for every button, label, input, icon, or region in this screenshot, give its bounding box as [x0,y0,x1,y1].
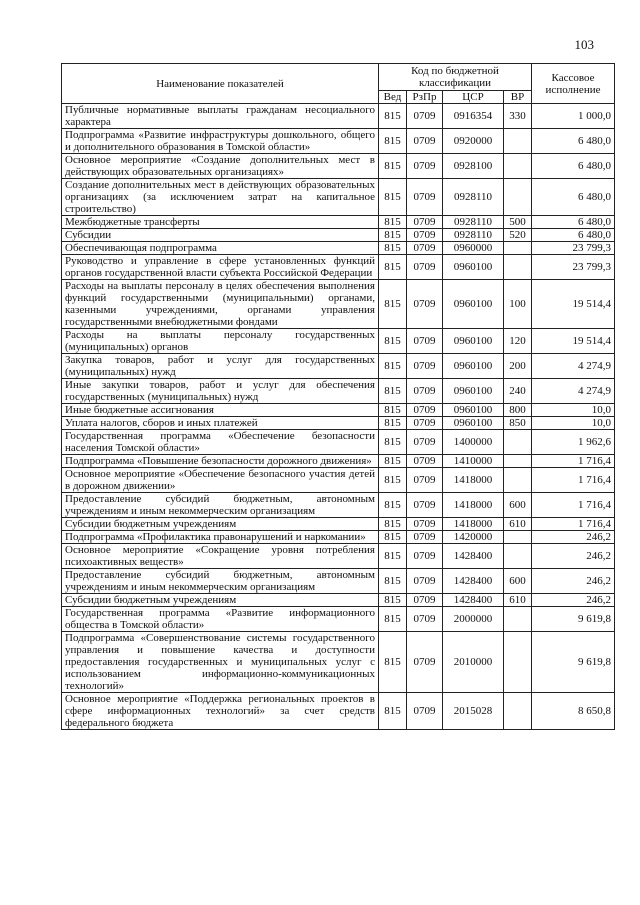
header-code-group: Код по бюджетной классификации [379,64,532,91]
cell-rzpr: 0709 [407,154,443,179]
cell-amount: 6 480,0 [532,179,615,216]
table-row [62,404,615,417]
budget-execution-table [61,63,615,730]
cell-rzpr: 0709 [407,430,443,455]
cell-vr [504,607,532,632]
cell-rzpr: 0709 [407,594,443,607]
cell-name: Основное мероприятие «Поддержка региональных проектов в сфере информационных технологий» за счет средств федерального бюджета [62,693,379,730]
header-name: Наименование показателей [62,64,379,104]
cell-vr: 800 [504,404,532,417]
cell-amount: 246,2 [532,594,615,607]
cell-vr [504,430,532,455]
cell-rzpr: 0709 [407,531,443,544]
cell-csr: 1418000 [443,468,504,493]
cell-ved: 815 [379,154,407,179]
cell-csr: 0928110 [443,179,504,216]
cell-vr: 120 [504,329,532,354]
cell-amount: 6 480,0 [532,154,615,179]
cell-amount: 9 619,8 [532,632,615,693]
cell-name: Расходы на выплаты персоналу в целях обеспечения выполнения функций государственными (муниципальными) органами, казенными учреждениями, органами управления государственными внебюджетными фондами [62,280,379,329]
cell-ved: 815 [379,468,407,493]
cell-ved: 815 [379,329,407,354]
cell-rzpr: 0709 [407,632,443,693]
cell-vr [504,531,532,544]
cell-amount: 10,0 [532,417,615,430]
cell-csr: 2010000 [443,632,504,693]
cell-ved: 815 [379,179,407,216]
cell-ved: 815 [379,216,407,229]
cell-name: Субсидии бюджетным учреждениям [62,518,379,531]
cell-ved: 815 [379,379,407,404]
cell-csr: 2000000 [443,607,504,632]
cell-vr [504,468,532,493]
cell-csr: 1428400 [443,569,504,594]
cell-name: Предоставление субсидий бюджетным, автономным учреждениям и иным некоммерческим организациям [62,569,379,594]
header-rzpr: РзПр [407,91,443,104]
cell-amount: 246,2 [532,531,615,544]
page-number: 103 [574,37,594,52]
cell-name: Основное мероприятие «Обеспечение безопасного участия детей в дорожном движении» [62,468,379,493]
cell-name: Государственная программа «Развитие информационного общества в Томской области» [62,607,379,632]
cell-ved: 815 [379,493,407,518]
cell-vr [504,179,532,216]
table-row [62,569,615,594]
cell-ved: 815 [379,607,407,632]
cell-rzpr: 0709 [407,280,443,329]
table-row [62,544,615,569]
cell-ved: 815 [379,404,407,417]
cell-ved: 815 [379,417,407,430]
cell-csr: 0960100 [443,354,504,379]
cell-vr [504,129,532,154]
cell-ved: 815 [379,354,407,379]
table-row [62,693,615,730]
cell-name: Иные бюджетные ассигнования [62,404,379,417]
table-row [62,493,615,518]
cell-vr: 240 [504,379,532,404]
cell-amount: 6 480,0 [532,229,615,242]
table-row [62,329,615,354]
cell-name: Закупка товаров, работ и услуг для государственных (муниципальных) нужд [62,354,379,379]
cell-vr: 520 [504,229,532,242]
cell-csr: 0960100 [443,329,504,354]
table-row [62,354,615,379]
table-row [62,154,615,179]
cell-rzpr: 0709 [407,242,443,255]
cell-amount: 19 514,4 [532,280,615,329]
cell-vr [504,693,532,730]
cell-name: Публичные нормативные выплаты гражданам несоциального характера [62,104,379,129]
cell-rzpr: 0709 [407,354,443,379]
cell-csr: 1410000 [443,455,504,468]
cell-amount: 9 619,8 [532,607,615,632]
cell-vr [504,242,532,255]
cell-amount: 8 650,8 [532,693,615,730]
cell-name: Подпрограмма «Развитие инфраструктуры дошкольного, общего и дополнительного образования в Томской области» [62,129,379,154]
cell-ved: 815 [379,129,407,154]
cell-csr: 1418000 [443,518,504,531]
cell-name: Подпрограмма «Совершенствование системы государственного управления и повышение качества и доступности предоставления государственных и муниципальных услуг с использованием информационно-коммуникационных технологий» [62,632,379,693]
cell-csr: 0960100 [443,417,504,430]
table-row [62,229,615,242]
cell-amount: 4 274,9 [532,354,615,379]
cell-vr: 500 [504,216,532,229]
cell-vr [504,632,532,693]
cell-ved: 815 [379,632,407,693]
cell-ved: 815 [379,594,407,607]
cell-rzpr: 0709 [407,216,443,229]
cell-rzpr: 0709 [407,229,443,242]
cell-csr: 1400000 [443,430,504,455]
table-row [62,594,615,607]
table-header [62,64,615,104]
table-row [62,280,615,329]
cell-csr: 0928110 [443,216,504,229]
cell-amount: 246,2 [532,544,615,569]
cell-name: Основное мероприятие «Сокращение уровня потребления психоактивных веществ» [62,544,379,569]
cell-name: Расходы на выплаты персоналу государственных (муниципальных) органов [62,329,379,354]
table-row [62,531,615,544]
table-row [62,607,615,632]
header-vr: ВР [504,91,532,104]
cell-amount: 23 799,3 [532,255,615,280]
table-row [62,129,615,154]
cell-rzpr: 0709 [407,329,443,354]
header-ved: Вед [379,91,407,104]
cell-vr: 100 [504,280,532,329]
cell-ved: 815 [379,455,407,468]
cell-amount: 1 716,4 [532,518,615,531]
table-row [62,468,615,493]
cell-amount: 4 274,9 [532,379,615,404]
cell-csr: 0960100 [443,255,504,280]
cell-vr [504,455,532,468]
cell-rzpr: 0709 [407,493,443,518]
table-body [62,104,615,730]
cell-amount: 6 480,0 [532,129,615,154]
cell-csr: 2015028 [443,693,504,730]
cell-rzpr: 0709 [407,544,443,569]
cell-ved: 815 [379,104,407,129]
cell-ved: 815 [379,518,407,531]
cell-vr: 850 [504,417,532,430]
cell-rzpr: 0709 [407,379,443,404]
cell-csr: 0928110 [443,229,504,242]
cell-vr: 600 [504,569,532,594]
cell-name: Иные закупки товаров, работ и услуг для обеспечения государственных (муниципальных) нужд [62,379,379,404]
cell-amount: 6 480,0 [532,216,615,229]
cell-name: Подпрограмма «Профилактика правонарушений и наркомании» [62,531,379,544]
cell-csr: 1420000 [443,531,504,544]
cell-name: Руководство и управление в сфере установленных функций органов государственной власти субъекта Российской Федерации [62,255,379,280]
cell-vr: 200 [504,354,532,379]
cell-amount: 10,0 [532,404,615,417]
cell-name: Межбюджетные трансферты [62,216,379,229]
cell-csr: 0960000 [443,242,504,255]
cell-ved: 815 [379,531,407,544]
cell-csr: 0928100 [443,154,504,179]
cell-csr: 0920000 [443,129,504,154]
cell-rzpr: 0709 [407,518,443,531]
cell-rzpr: 0709 [407,255,443,280]
cell-rzpr: 0709 [407,455,443,468]
cell-rzpr: 0709 [407,693,443,730]
cell-vr: 610 [504,518,532,531]
table-row [62,104,615,129]
cell-amount: 1 000,0 [532,104,615,129]
cell-ved: 815 [379,229,407,242]
cell-rzpr: 0709 [407,417,443,430]
cell-ved: 815 [379,430,407,455]
table-row [62,455,615,468]
cell-csr: 0960100 [443,404,504,417]
cell-ved: 815 [379,280,407,329]
header-csr: ЦСР [443,91,504,104]
cell-vr [504,255,532,280]
cell-csr: 1418000 [443,493,504,518]
table-row [62,179,615,216]
cell-csr: 1428400 [443,594,504,607]
cell-ved: 815 [379,544,407,569]
cell-vr [504,154,532,179]
cell-rzpr: 0709 [407,404,443,417]
cell-rzpr: 0709 [407,569,443,594]
cell-amount: 1 716,4 [532,493,615,518]
cell-name: Подпрограмма «Повышение безопасности дорожного движения» [62,455,379,468]
table-row [62,430,615,455]
cell-rzpr: 0709 [407,104,443,129]
cell-rzpr: 0709 [407,179,443,216]
cell-vr: 330 [504,104,532,129]
cell-name: Субсидии бюджетным учреждениям [62,594,379,607]
cell-ved: 815 [379,242,407,255]
cell-name: Государственная программа «Обеспечение безопасности населения Томской области» [62,430,379,455]
cell-vr [504,544,532,569]
cell-vr: 600 [504,493,532,518]
cell-csr: 0960100 [443,280,504,329]
cell-amount: 19 514,4 [532,329,615,354]
cell-csr: 0916354 [443,104,504,129]
header-amount: Кассовое исполнение [532,64,615,104]
cell-amount: 23 799,3 [532,242,615,255]
cell-ved: 815 [379,569,407,594]
cell-name: Уплата налогов, сборов и иных платежей [62,417,379,430]
cell-name: Основное мероприятие «Создание дополнительных мест в действующих образовательных организациях» [62,154,379,179]
cell-amount: 1 716,4 [532,455,615,468]
table-row [62,518,615,531]
cell-rzpr: 0709 [407,607,443,632]
cell-csr: 1428400 [443,544,504,569]
cell-ved: 815 [379,255,407,280]
table-row [62,417,615,430]
cell-amount: 246,2 [532,569,615,594]
cell-name: Создание дополнительных мест в действующих образовательных организациях (за исключением затрат на капитальное строительство) [62,179,379,216]
table-row [62,632,615,693]
cell-rzpr: 0709 [407,129,443,154]
cell-csr: 0960100 [443,379,504,404]
cell-name: Обеспечивающая подпрограмма [62,242,379,255]
table-row [62,255,615,280]
table-row [62,242,615,255]
cell-amount: 1 716,4 [532,468,615,493]
cell-name: Субсидии [62,229,379,242]
table-row [62,379,615,404]
cell-name: Предоставление субсидий бюджетным, автономным учреждениям и иным некоммерческим организациям [62,493,379,518]
table-row [62,216,615,229]
cell-vr: 610 [504,594,532,607]
cell-amount: 1 962,6 [532,430,615,455]
cell-rzpr: 0709 [407,468,443,493]
cell-ved: 815 [379,693,407,730]
